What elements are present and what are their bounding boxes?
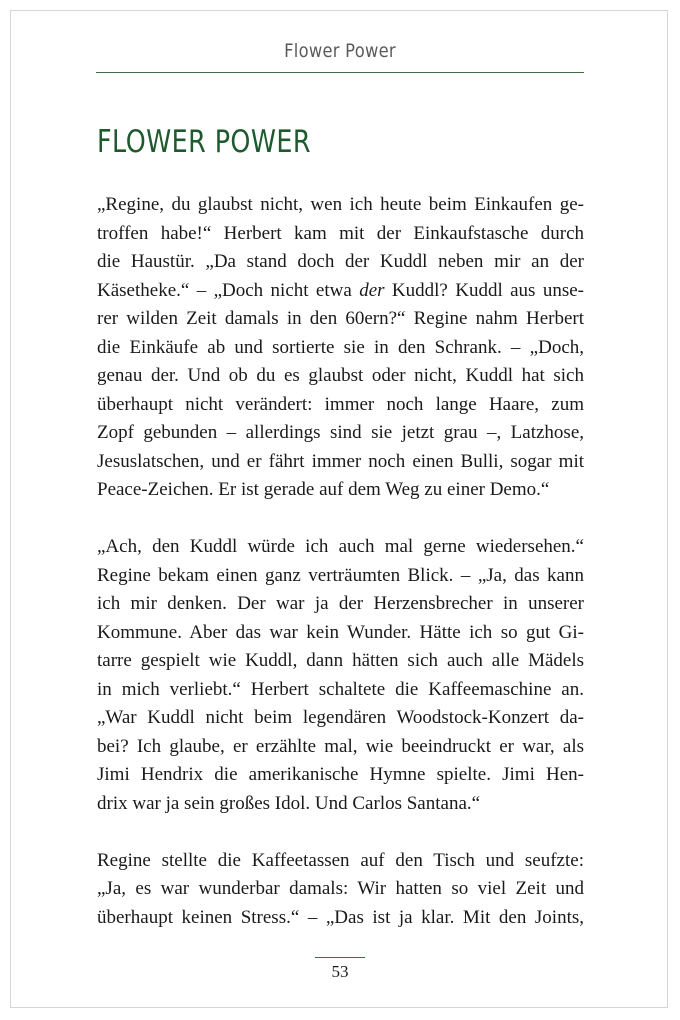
text-line: Regine stellte die Kaffeetassen auf den Tisch und seufzte: (97, 849, 584, 871)
text-line: in mich verliebt.“ Herbert schaltete die Kaffeemaschine an. (97, 678, 584, 700)
text-line: überhaupt keinen Stress.“ – „Das ist ja klar. Mit den Joints, (97, 906, 584, 928)
text-line: troffen habe!“ Herbert kam mit der Einkaufstasche durch (97, 222, 584, 244)
text-line: Zopf gebunden – allerdings sind sie jetzt grau –, Latzhose, (97, 422, 584, 443)
footer-rule (315, 957, 365, 958)
running-head: Flower Power (284, 40, 396, 62)
chapter-title: FLOWER POWER (97, 124, 311, 160)
text-line: überhaupt nicht verändert: immer noch lange Haare, zum (97, 393, 584, 415)
text-line: „Ach, den Kuddl würde ich auch mal gerne wiedersehen.“ (97, 536, 584, 557)
text-segment: Kuddl? Kuddl aus unse- (384, 279, 584, 301)
text-line: Jesuslatschen, und er fährt immer noch einen Bulli, sogar mit (97, 450, 584, 472)
text-line: ich mir denken. Der war ja der Herzensbrecher in unserer (97, 593, 584, 614)
text-line: drix war ja sein großes Idol. Und Carlos Santana.“ (97, 792, 481, 814)
text-line: „War Kuddl nicht beim legendären Woodstock-Konzert da- (97, 707, 584, 728)
text-line: „Regine, du glaubst nicht, wen ich heute beim Einkaufen ge- (97, 194, 584, 215)
paragraph (97, 533, 584, 818)
page-number: 53 (331, 962, 349, 981)
text-line: Jimi Hendrix die amerikanische Hymne spielte. Jimi Hen- (97, 764, 584, 785)
text-line: rer wilden Zeit damals in den 60ern?“ Regine nahm Herbert (97, 308, 584, 329)
text-segment: Käsetheke.“ – „Doch nicht etwa (97, 279, 360, 301)
paragraph (97, 191, 584, 505)
header-rule (96, 72, 584, 73)
text-line: die Haustür. „Da stand doch der Kuddl neben mir an der (97, 251, 584, 272)
text-line: Kommune. Aber das war kein Wunder. Hätte ich so gut Gi- (97, 621, 584, 643)
text-line (97, 277, 584, 306)
text-line: Peace-Zeichen. Er ist gerade auf dem Weg zu einer Demo.“ (97, 479, 550, 500)
text-line: bei? Ich glaube, er erzählte mal, wie beeindruckt er war, als (97, 735, 584, 757)
text-line: die Einkäufe ab und sortierte sie in den Schrank. – „Doch, (97, 336, 584, 358)
paragraph (97, 847, 584, 933)
text-line: tarre gespielt wie Kuddl, dann hätten sich auch alle Mädels (97, 650, 584, 671)
text-line: Regine bekam einen ganz verträumten Blick. – „Ja, das kann (97, 564, 584, 586)
text-line: „Ja, es war wunderbar damals: Wir hatten so viel Zeit und (97, 878, 584, 899)
text-line: genau der. Und ob du es glaubst oder nicht, Kuddl hat sich (97, 365, 584, 386)
italic-emphasis: der (359, 279, 385, 301)
body-text (97, 191, 584, 961)
